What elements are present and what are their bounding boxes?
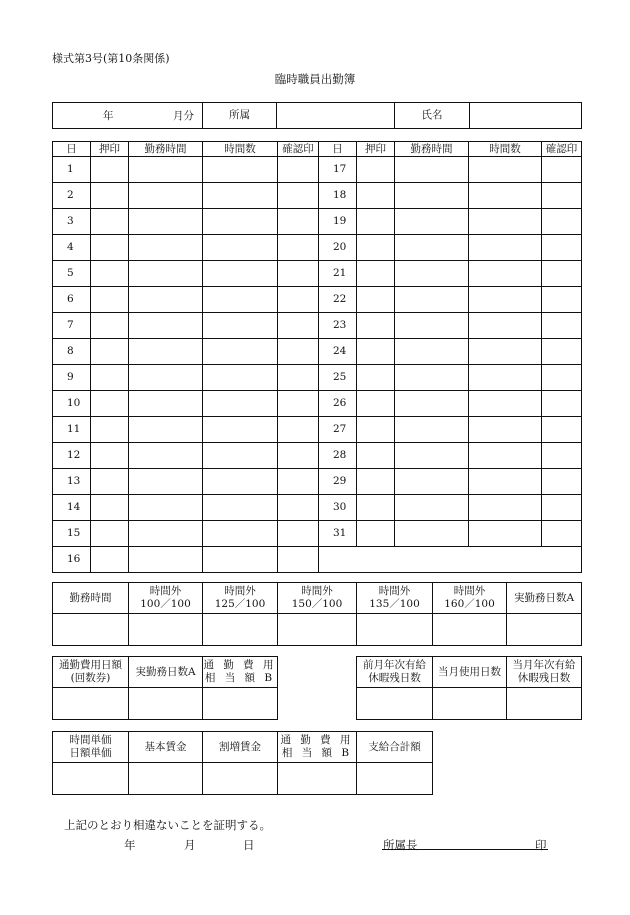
stamp-cell[interactable] (357, 287, 395, 313)
work-time-cell[interactable] (129, 521, 203, 547)
work-time-cell[interactable] (129, 157, 203, 183)
confirm-cell[interactable] (278, 209, 319, 235)
table-row (53, 157, 582, 183)
confirm-cell[interactable] (278, 157, 319, 183)
unit-price-field[interactable] (53, 763, 129, 795)
stamp-cell[interactable] (91, 183, 129, 209)
work-time-cell[interactable] (129, 547, 203, 573)
work-hours-label: 勤務時間 (53, 583, 129, 614)
used-days-field[interactable] (433, 688, 507, 720)
confirm-cell[interactable] (278, 261, 319, 287)
dept-field[interactable] (277, 103, 395, 129)
confirm-cell[interactable] (542, 339, 582, 365)
day-number: 26 (319, 391, 357, 417)
day-number: 2 (53, 183, 91, 209)
certification-text: 上記のとおり相違ないことを証明する。 (64, 818, 271, 832)
hours-cell[interactable] (203, 261, 278, 287)
stamp-cell[interactable] (91, 339, 129, 365)
day-number: 18 (319, 183, 357, 209)
col-confirm: 確認印 (278, 142, 319, 157)
work-time-cell[interactable] (395, 443, 469, 469)
hours-cell[interactable] (203, 157, 278, 183)
commute-leave-table (52, 656, 582, 720)
work-time-cell[interactable] (395, 287, 469, 313)
work-time-cell[interactable] (395, 495, 469, 521)
hours-cell[interactable] (469, 365, 542, 391)
overtime-150-label: 時間外 150／100 (278, 583, 357, 614)
day-number: 29 (319, 469, 357, 495)
confirm-cell[interactable] (542, 209, 582, 235)
stamp-cell[interactable] (357, 157, 395, 183)
total-pay-field[interactable] (357, 763, 433, 795)
stamp-cell[interactable] (91, 235, 129, 261)
actual-days-a-field[interactable] (507, 614, 582, 646)
overtime-150-field[interactable] (278, 614, 357, 646)
confirm-cell[interactable] (542, 235, 582, 261)
actual-days-a-field[interactable] (129, 688, 203, 720)
confirm-cell[interactable] (278, 365, 319, 391)
hours-cell[interactable] (469, 313, 542, 339)
table-row (53, 365, 582, 391)
confirm-cell[interactable] (278, 391, 319, 417)
day-number: 14 (53, 495, 91, 521)
hours-cell[interactable] (469, 417, 542, 443)
confirm-cell[interactable] (278, 235, 319, 261)
work-time-cell[interactable] (395, 391, 469, 417)
overtime-125-label: 時間外 125／100 (203, 583, 278, 614)
work-time-cell[interactable] (395, 235, 469, 261)
overtime-100-field[interactable] (129, 614, 203, 646)
confirm-cell[interactable] (278, 313, 319, 339)
premium-wage-field[interactable] (203, 763, 278, 795)
hours-cell[interactable] (469, 469, 542, 495)
hours-cell[interactable] (203, 495, 278, 521)
stamp-cell[interactable] (91, 287, 129, 313)
confirm-cell[interactable] (278, 469, 319, 495)
work-time-cell[interactable] (395, 209, 469, 235)
confirm-cell[interactable] (542, 443, 582, 469)
day-number: 16 (53, 547, 91, 573)
work-time-cell[interactable] (395, 261, 469, 287)
stamp-cell[interactable] (357, 261, 395, 287)
table-row (53, 495, 582, 521)
grid-header-row (53, 142, 582, 157)
stamp-cell[interactable] (91, 261, 129, 287)
remaining-leave-field[interactable] (507, 688, 582, 720)
confirm-cell[interactable] (542, 157, 582, 183)
table-row (53, 521, 582, 547)
actual-days-a-label: 実勤務日数A (507, 583, 582, 614)
stamp-cell[interactable] (91, 547, 129, 573)
overtime-135-label: 時間外 135／100 (357, 583, 433, 614)
stamp-cell[interactable] (91, 157, 129, 183)
stamp-cell[interactable] (91, 443, 129, 469)
table-row (53, 339, 582, 365)
table-row (53, 417, 582, 443)
work-time-cell[interactable] (129, 209, 203, 235)
unit-price-label: 時間単価 日額単価 (53, 732, 129, 763)
confirm-cell[interactable] (278, 521, 319, 547)
hours-cell[interactable] (203, 183, 278, 209)
year-month-cell[interactable] (53, 103, 203, 129)
work-time-cell[interactable] (129, 495, 203, 521)
hours-cell[interactable] (203, 339, 278, 365)
day-number: 22 (319, 287, 357, 313)
day-number: 30 (319, 495, 357, 521)
stamp-cell[interactable] (357, 235, 395, 261)
day-number: 21 (319, 261, 357, 287)
confirm-cell[interactable] (542, 365, 582, 391)
confirm-cell[interactable] (542, 391, 582, 417)
work-time-cell[interactable] (129, 183, 203, 209)
name-label: 氏名 (395, 103, 470, 129)
stamp-cell[interactable] (357, 209, 395, 235)
month-label: 月分 (173, 110, 194, 122)
work-time-cell[interactable] (395, 157, 469, 183)
overtime-100-label: 時間外 100／100 (129, 583, 203, 614)
day-number: 10 (53, 391, 91, 417)
hours-cell[interactable] (469, 391, 542, 417)
table-row (53, 547, 582, 573)
stamp-cell[interactable] (357, 183, 395, 209)
stamp-cell[interactable] (357, 521, 395, 547)
col-stamp: 押印 (357, 142, 395, 157)
hours-cell[interactable] (469, 157, 542, 183)
stamp-cell[interactable] (357, 313, 395, 339)
day-number: 4 (53, 235, 91, 261)
hours-cell[interactable] (203, 209, 278, 235)
hours-cell[interactable] (469, 443, 542, 469)
hours-cell[interactable] (203, 287, 278, 313)
hours-cell[interactable] (469, 183, 542, 209)
gap-cell (278, 657, 357, 688)
stamp-cell[interactable] (91, 313, 129, 339)
stamp-cell[interactable] (91, 391, 129, 417)
work-time-cell[interactable] (129, 443, 203, 469)
table-row (53, 235, 582, 261)
name-field[interactable] (470, 103, 582, 129)
table-row (53, 313, 582, 339)
year-label: 年 (103, 110, 114, 122)
work-hours-field[interactable] (53, 614, 129, 646)
col-hours: 時間数 (469, 142, 542, 157)
hours-cell[interactable] (203, 547, 278, 573)
stamp-cell[interactable] (91, 521, 129, 547)
hours-cell[interactable] (469, 235, 542, 261)
confirm-cell[interactable] (278, 417, 319, 443)
confirm-cell[interactable] (278, 287, 319, 313)
day-number: 15 (53, 521, 91, 547)
work-time-cell[interactable] (129, 339, 203, 365)
confirm-cell[interactable] (278, 443, 319, 469)
empty-merged-cell (319, 547, 582, 573)
work-time-cell[interactable] (129, 313, 203, 339)
work-time-cell[interactable] (129, 235, 203, 261)
document-title: 臨時職員出勤簿 (274, 72, 356, 86)
table-row (53, 443, 582, 469)
work-time-cell[interactable] (129, 287, 203, 313)
hours-cell[interactable] (203, 521, 278, 547)
table-row (53, 287, 582, 313)
hours-cell[interactable] (203, 365, 278, 391)
table-row (53, 183, 582, 209)
col-work-time: 勤務時間 (129, 142, 203, 157)
work-time-cell[interactable] (129, 391, 203, 417)
commute-equiv-b-label: 通 勤 費 用 相 当 額 B (203, 657, 278, 688)
col-day: 日 (53, 142, 91, 157)
commute-daily-label: 通勤費用日額 (回数券) (53, 657, 129, 688)
work-time-cell[interactable] (129, 365, 203, 391)
confirm-cell[interactable] (542, 417, 582, 443)
day-number: 31 (319, 521, 357, 547)
prev-leave-label: 前月年次有給 休暇残日数 (357, 657, 433, 688)
day-number: 5 (53, 261, 91, 287)
col-confirm: 確認印 (542, 142, 582, 157)
form-id: 様式第3号(第10条関係) (52, 52, 170, 65)
remaining-leave-label: 当月年次有給 休暇残日数 (507, 657, 582, 688)
col-work-time: 勤務時間 (395, 142, 469, 157)
overtime-125-field[interactable] (203, 614, 278, 646)
actual-days-a-label: 実勤務日数A (129, 657, 203, 688)
day-number: 13 (53, 469, 91, 495)
day-number: 7 (53, 313, 91, 339)
overtime-135-field[interactable] (357, 614, 433, 646)
stamp-cell[interactable] (91, 209, 129, 235)
work-time-cell[interactable] (395, 183, 469, 209)
commute-equiv-b-field[interactable] (278, 763, 357, 795)
confirm-cell[interactable] (542, 469, 582, 495)
header-table (52, 102, 582, 129)
day-number: 12 (53, 443, 91, 469)
work-time-cell[interactable] (395, 339, 469, 365)
hours-cell[interactable] (469, 287, 542, 313)
work-time-cell[interactable] (395, 365, 469, 391)
seal-label: 印 (535, 838, 547, 852)
overtime-160-field[interactable] (433, 614, 507, 646)
attendance-grid (52, 141, 582, 573)
stamp-cell[interactable] (357, 391, 395, 417)
hours-cell[interactable] (203, 417, 278, 443)
footer-month-label: 月 (184, 838, 196, 852)
day-number: 28 (319, 443, 357, 469)
stamp-cell[interactable] (357, 417, 395, 443)
day-number: 3 (53, 209, 91, 235)
confirm-cell[interactable] (278, 339, 319, 365)
footer-day-label: 日 (243, 838, 255, 852)
table-row (53, 209, 582, 235)
base-wage-field[interactable] (129, 763, 203, 795)
premium-wage-label: 割増賃金 (203, 732, 278, 763)
used-days-label: 当月使用日数 (433, 657, 507, 688)
table-row (53, 261, 582, 287)
confirm-cell[interactable] (542, 495, 582, 521)
day-number: 8 (53, 339, 91, 365)
stamp-cell[interactable] (91, 365, 129, 391)
hours-cell[interactable] (469, 495, 542, 521)
work-time-cell[interactable] (395, 521, 469, 547)
confirm-cell[interactable] (542, 313, 582, 339)
signature-line[interactable] (382, 849, 548, 850)
stamp-cell[interactable] (357, 469, 395, 495)
confirm-cell[interactable] (542, 521, 582, 547)
confirm-cell[interactable] (278, 547, 319, 573)
stamp-cell[interactable] (357, 443, 395, 469)
work-time-cell[interactable] (129, 469, 203, 495)
col-hours: 時間数 (203, 142, 278, 157)
dept-label: 所属 (203, 103, 277, 129)
work-time-cell[interactable] (395, 469, 469, 495)
day-number: 9 (53, 365, 91, 391)
stamp-cell[interactable] (357, 365, 395, 391)
commute-equiv-b-field[interactable] (203, 688, 278, 720)
hours-cell[interactable] (203, 391, 278, 417)
stamp-cell[interactable] (357, 339, 395, 365)
work-time-cell[interactable] (129, 261, 203, 287)
director-label: 所属長 (383, 838, 418, 852)
stamp-cell[interactable] (357, 495, 395, 521)
work-time-cell[interactable] (395, 417, 469, 443)
day-number: 20 (319, 235, 357, 261)
commute-equiv-b-label: 通 勤 費 用 相 当 額 B (278, 732, 357, 763)
gap-cell (278, 688, 357, 720)
day-number: 25 (319, 365, 357, 391)
hours-cell[interactable] (469, 209, 542, 235)
day-number: 19 (319, 209, 357, 235)
overtime-160-label: 時間外 160／100 (433, 583, 507, 614)
hours-cell[interactable] (469, 521, 542, 547)
stamp-cell[interactable] (91, 417, 129, 443)
table-row (53, 391, 582, 417)
wage-table (52, 731, 433, 795)
col-day: 日 (319, 142, 357, 157)
work-time-cell[interactable] (129, 417, 203, 443)
confirm-cell[interactable] (278, 495, 319, 521)
hours-cell[interactable] (203, 443, 278, 469)
base-wage-label: 基本賃金 (129, 732, 203, 763)
hours-cell[interactable] (469, 261, 542, 287)
col-stamp: 押印 (91, 142, 129, 157)
overtime-summary-table (52, 582, 582, 646)
day-number: 17 (319, 157, 357, 183)
day-number: 6 (53, 287, 91, 313)
stamp-cell[interactable] (91, 495, 129, 521)
confirm-cell[interactable] (542, 183, 582, 209)
confirm-cell[interactable] (542, 287, 582, 313)
hours-cell[interactable] (469, 339, 542, 365)
day-number: 24 (319, 339, 357, 365)
day-number: 23 (319, 313, 357, 339)
day-number: 27 (319, 417, 357, 443)
confirm-cell[interactable] (542, 261, 582, 287)
day-number: 11 (53, 417, 91, 443)
stamp-cell[interactable] (91, 469, 129, 495)
table-row (53, 469, 582, 495)
commute-daily-field[interactable] (53, 688, 129, 720)
prev-leave-field[interactable] (357, 688, 433, 720)
day-number: 1 (53, 157, 91, 183)
work-time-cell[interactable] (395, 313, 469, 339)
hours-cell[interactable] (203, 235, 278, 261)
confirm-cell[interactable] (278, 183, 319, 209)
footer-year-label: 年 (124, 838, 136, 852)
hours-cell[interactable] (203, 313, 278, 339)
hours-cell[interactable] (203, 469, 278, 495)
total-pay-label: 支給合計額 (357, 732, 433, 763)
